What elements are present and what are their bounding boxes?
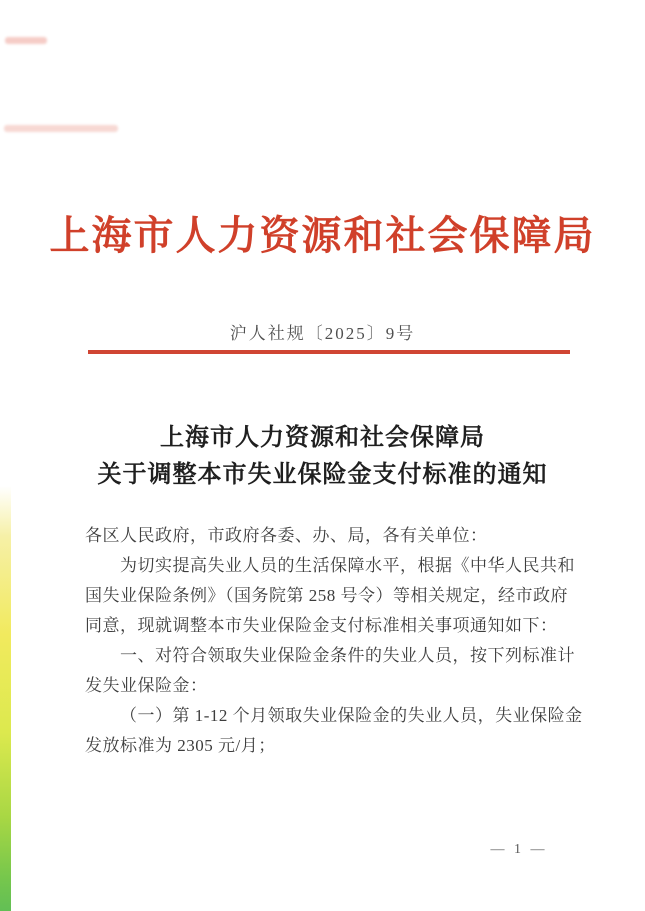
notice-title <box>0 420 645 494</box>
notice-title-line-2: 关于调整本市失业保险金支付标准的通知 <box>97 462 548 488</box>
scan-edge-gradient <box>0 486 11 911</box>
notice-body <box>85 521 583 761</box>
body-line: 同意，现就调整本市失业保险金支付标准相关事项通知如下： <box>85 616 558 635</box>
body-line: 国失业保险条例》（国务院第 258 号令）等相关规定，经市政府 <box>85 586 568 605</box>
body-line: 各区人民政府，市政府各委、办、局，各有关单位： <box>85 526 488 545</box>
body-line: 发放标准为 2305 元/月； <box>85 736 276 755</box>
body-line: 一、对符合领取失业保险金条件的失业人员，按下列标准计 <box>120 646 575 665</box>
notice-title-line-1: 上海市人力资源和社会保障局 <box>160 425 485 451</box>
red-divider-line <box>88 350 570 354</box>
body-line: 为切实提高失业人员的生活保障水平，根据《中华人民共和 <box>120 556 575 575</box>
red-scan-mark-lower <box>4 125 118 132</box>
red-scan-mark-top <box>5 37 47 44</box>
letterhead-agency-title: 上海市人力资源和社会保障局 <box>49 213 596 258</box>
page-number: — 1 — <box>490 842 548 857</box>
body-line: 发失业保险金： <box>85 676 208 695</box>
document-number: 沪人社规〔2025〕9号 <box>229 324 416 343</box>
body-line: （一）第 1-12 个月领取失业保险金的失业人员，失业保险金 <box>120 706 583 725</box>
